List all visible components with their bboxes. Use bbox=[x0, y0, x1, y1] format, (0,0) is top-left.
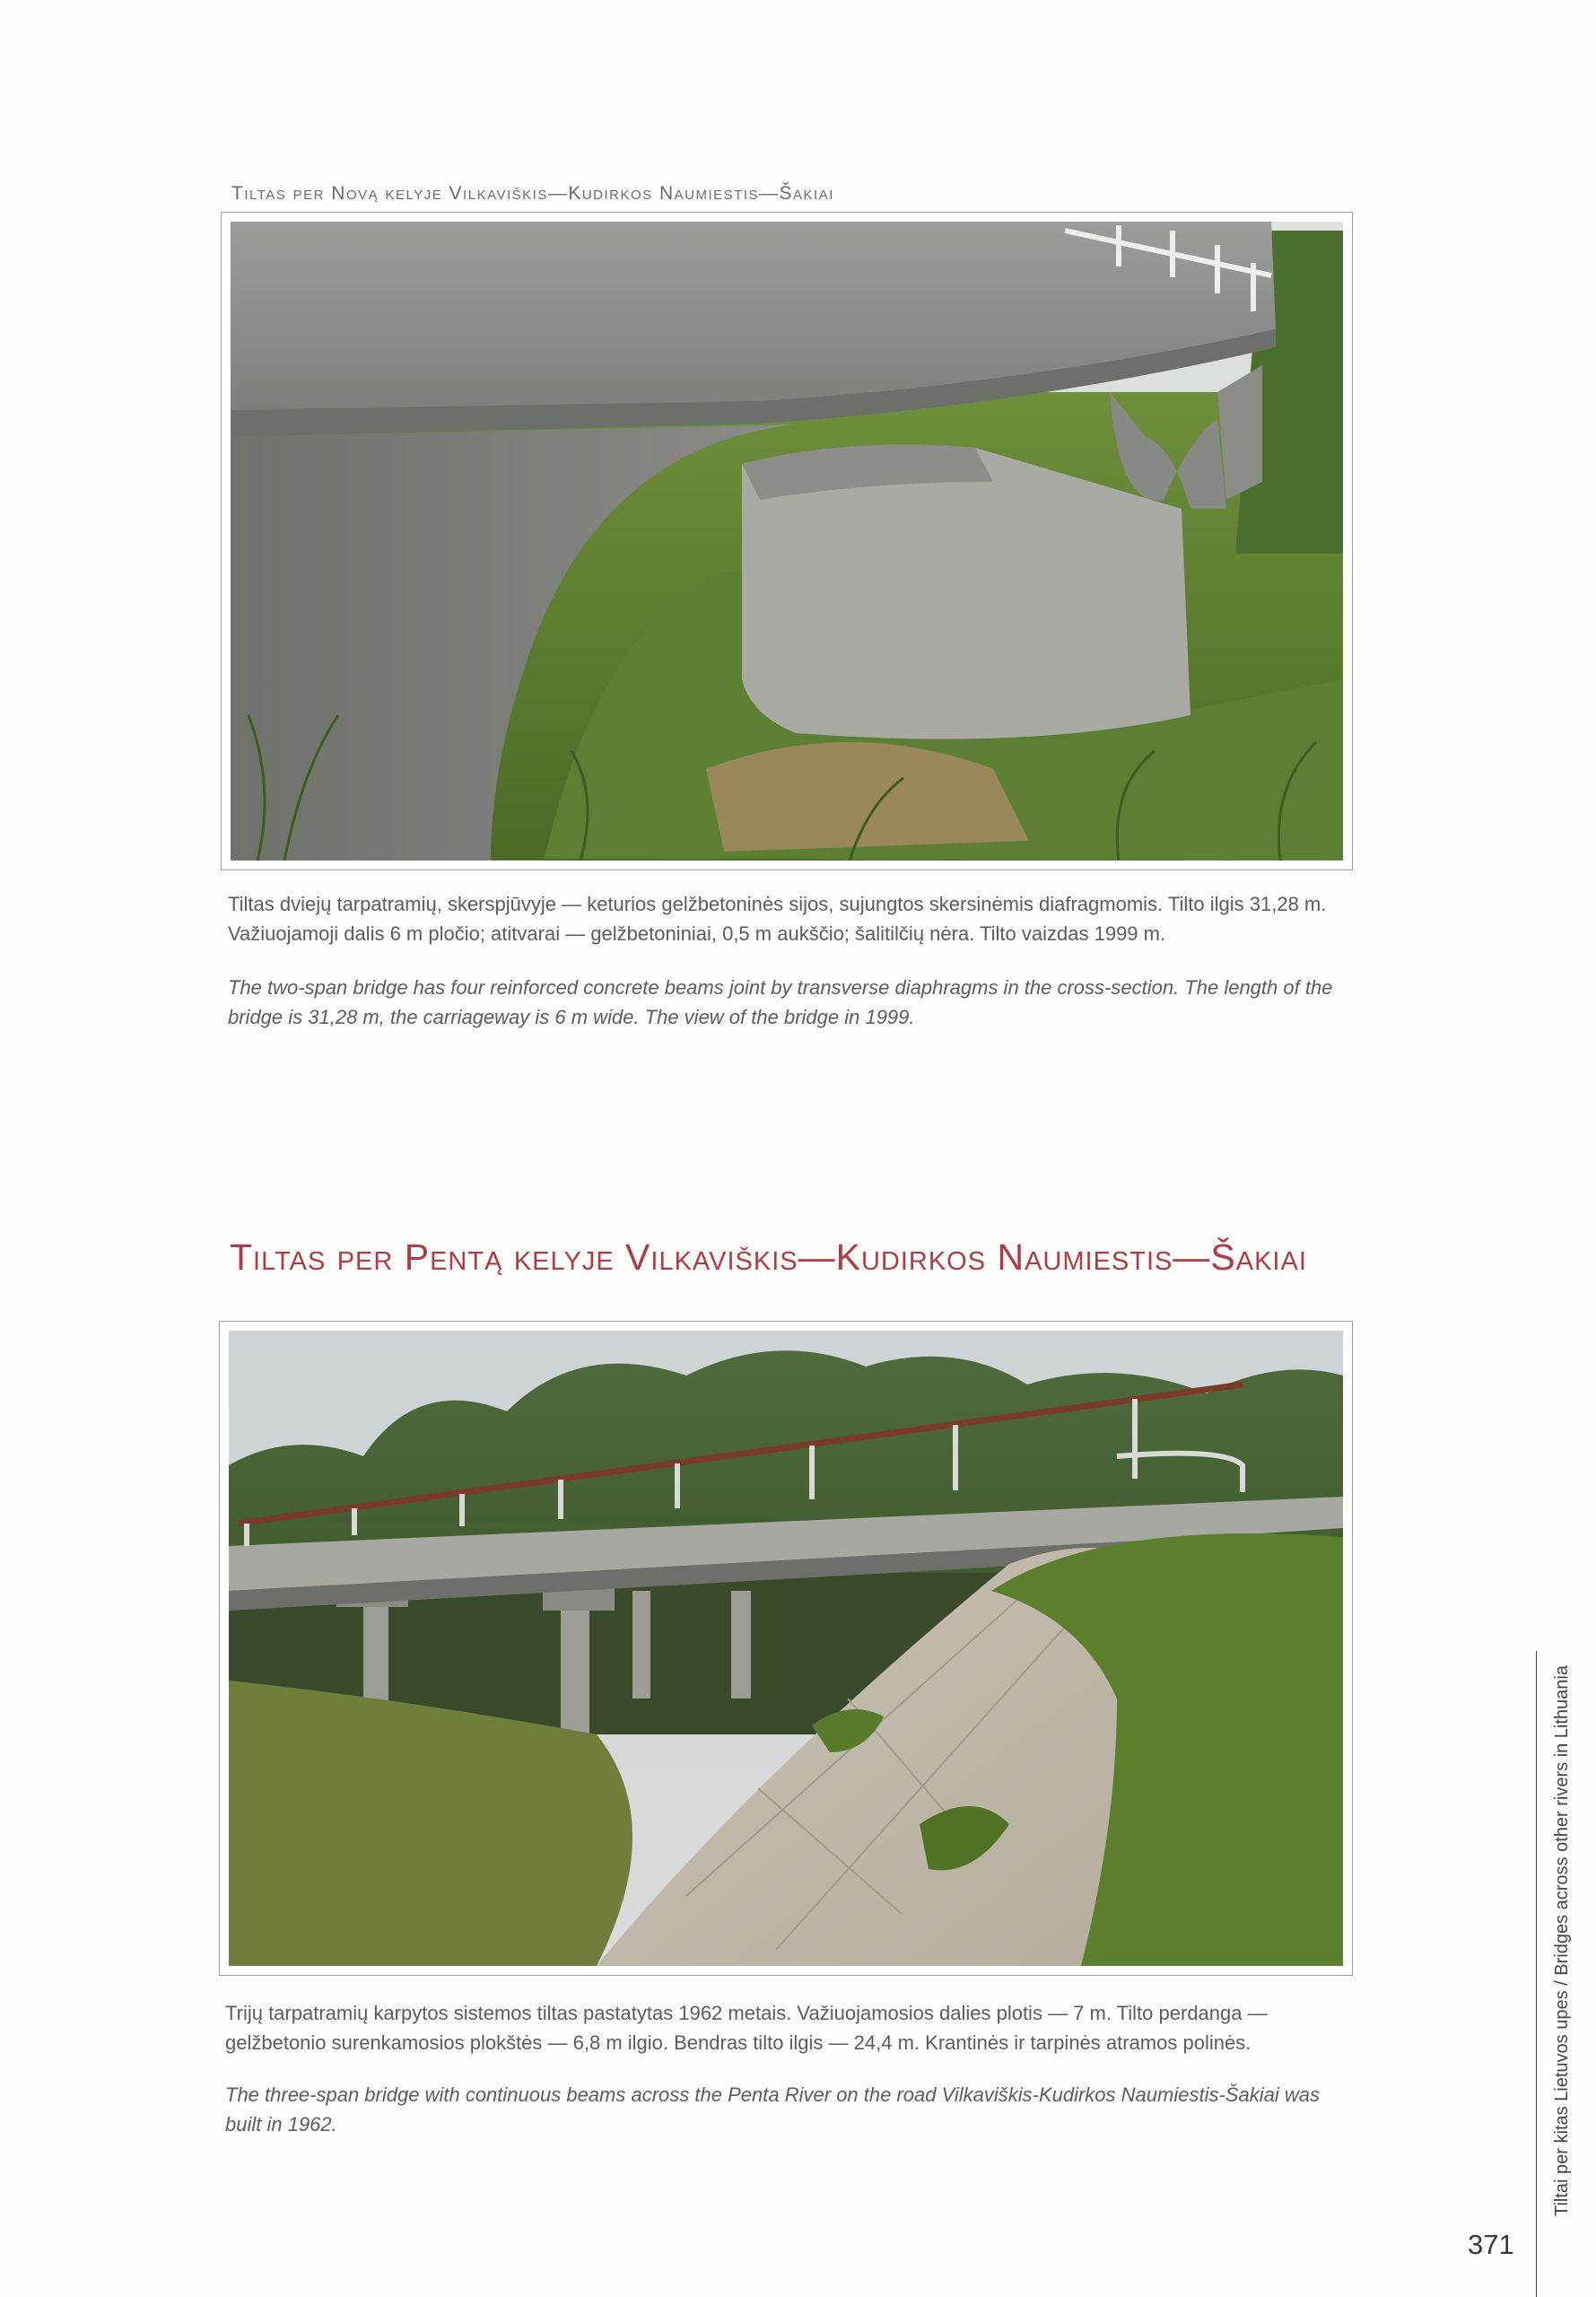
section-title: Tiltas per Pentą kelyje Vilkaviškis—Kudirkos Naumiestis—Šakiai bbox=[230, 1236, 1307, 1278]
bridge-photo-penta bbox=[219, 1321, 1353, 1976]
bridge-photo-nova-image bbox=[222, 213, 1352, 869]
side-rule bbox=[1536, 1651, 1537, 2297]
section-header: Tiltas per Novą kelyje Vilkaviškis—Kudirkos Naumiestis—Šakiai bbox=[231, 183, 834, 204]
caption-en-nova: The two-span bridge has four reinforced concrete beams joint by transverse diaphragms in the cross-section. The length of the bridge is 31,28 m, the carriageway is 6 m wide. The view of the bridge in 1999. bbox=[228, 976, 1333, 1028]
side-running-title: Tiltai per kitas Lietuvos upes / Bridges across other rivers in Lithuania bbox=[1552, 1665, 1572, 2216]
caption-lt-nova: Tiltas dviejų tarpatramių, skerspjūvyje — keturios gelžbetoninės sijos, sujungtos skersinėmis diafragmomis. Tilto ilgis 31,28 m. Važiuojamoji dalis 6 m pločio; atitvarai — gelžbetoniniai, 0,5 m aukščio; šalitilčių nėra. Tilto vaizdas 1999 m. bbox=[228, 893, 1327, 945]
bridge-photo-penta-image bbox=[220, 1322, 1352, 1975]
caption-en-penta: The three-span bridge with continuous beams across the Penta River on the road Vilkaviškis-Kudirkos Naumiestis-Šakiai was built in 1962. bbox=[225, 2083, 1320, 2135]
page-number: 371 bbox=[1468, 2229, 1514, 2260]
bridge-photo-nova bbox=[221, 212, 1353, 870]
caption-lt-penta: Trijų tarpatramių karpytos sistemos tiltas pastatytas 1962 metais. Važiuojamosios dalies plotis — 7 m. Tilto perdanga — gelžbetonio surenkamosios plokštės — 6,8 m ilgio. Bendras tilto ilgis — 24,4 m. Krantinės ir tarpinės atramos polinės. bbox=[225, 2002, 1268, 2054]
